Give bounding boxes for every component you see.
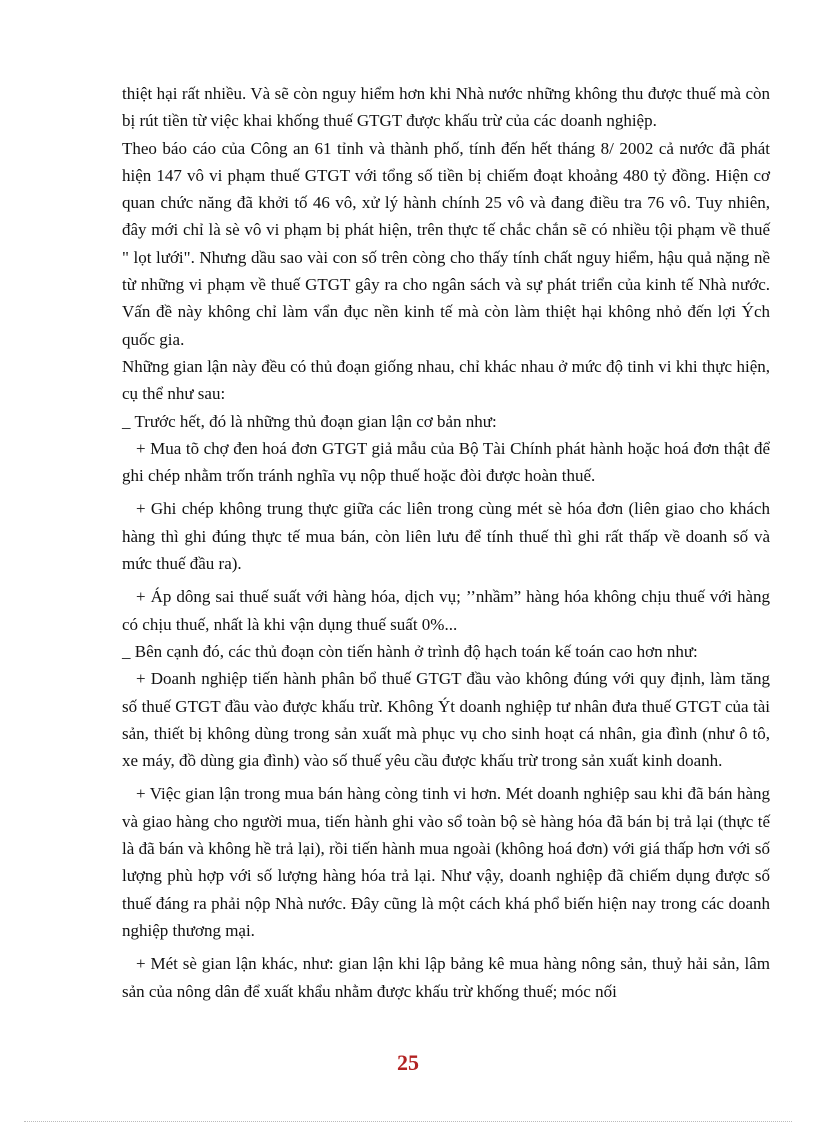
- body-text: [122, 80, 770, 1005]
- page-number: 25: [397, 1050, 419, 1075]
- paragraph-basic-tricks-heading: _ Trước hết, đó là những thủ đoạn gian lận cơ bản như:: [122, 411, 497, 431]
- list-item-other-fraud: + Mét sè gian lận khác, như: gian lận khi lập bảng kê mua hàng nông sản, thuỷ hải sản, lâm sản của nông dân để xuất khẩu nhằm được khấu trừ khống thuế; móc nối: [122, 954, 770, 1001]
- paragraph-continuation: thiệt hại rất nhiều. Và sẽ còn nguy hiểm hơn khi Nhà nước những không thu được thuế mà còn bị rút tiền từ việc khai khống thuế GTGT được khấu trừ của các doanh nghiệp.: [122, 84, 770, 131]
- paragraph-police-report: Theo báo cáo của Công an 61 tỉnh và thành phố, tính đến hết tháng 8/ 2002 cả nước đã phát hiện 147 vô vi phạm thuế GTGT với tổng số tiền bị chiếm đoạt khoảng 480 tỷ đồng. Hiện cơ quan chức năng đã khởi tố 46 vô, xử lý hành chính 25 vô và đang điều tra 76 vô. Tuy nhiên, đây mới chỉ là sè vô vi phạm bị phát hiện, trên thực tế chắc chắn sẽ có nhiều tội phạm về thuế " lọt lưới". Nhưng dầu sao vài con số trên còng cho thấy tính chất nguy hiểm, hậu quả nặng nề từ những vi phạm về thuế GTGT gây ra cho ngân sách và sự phát triển của kinh tế Nhà nước. Vấn đề này không chỉ làm vẩn đục nền kinh tế mà còn làm thiệt hại không nhỏ đến lợi Ých quốc gia.: [122, 138, 770, 349]
- list-item-input-tax-allocation: + Doanh nghiệp tiến hành phân bổ thuế GTGT đầu vào không đúng với quy định, làm tăng số thuế GTGT đầu vào được khấu trừ. Không Ýt doanh nghiệp tư nhân đưa thuế GTGT của tài sản, thiết bị không dùng trong sản xuất mà phục vụ cho sinh hoạt cá nhân, gia đình (như ô tô, xe máy, đồ dùng gia đình) vào số thuế yêu cầu được khấu trừ trong sản xuất kinh doanh.: [122, 669, 770, 771]
- paragraph-advanced-tricks-heading: _ Bên cạnh đó, các thủ đoạn còn tiến hành ở trình độ hạch toán kế toán cao hơn như:: [122, 641, 698, 661]
- list-item-fake-invoices: + Mua tõ chợ đen hoá đơn GTGT giả mẫu của Bộ Tài Chính phát hành hoặc hoá đơn thật để ghi chép nhằm trốn tránh nghĩa vụ nộp thuế hoặc đòi được hoàn thuế.: [122, 438, 770, 486]
- paragraph-fraud-intro: Những gian lận này đều có thủ đoạn giống nhau, chỉ khác nhau ở mức độ tinh vi khi thực hiện, cụ thể như sau:: [122, 356, 770, 404]
- list-item-wrong-tax-rate: + Áp dông sai thuế suất với hàng hóa, dịch vụ; ’’nhầm” hàng hóa không chịu thuế với hàng có chịu thuế, nhất là khi vận dụng thuế suất 0%...: [122, 587, 770, 634]
- page-bottom-divider: [24, 1121, 792, 1122]
- list-item-returned-goods-fraud: + Việc gian lận trong mua bán hàng còng tinh vi hơn. Mét doanh nghiệp sau khi đã bán hàng và giao hàng cho người mua, tiến hành ghi vào sổ toàn bộ sè hàng hóa đã bán bị trả lại (thực tế là đã bán và không hề trả lại), rồi tiến hành mua ngoài (không hoá đơn) với giá thấp hơn với số lượng phù hợp với số lượng hàng hóa trả lại. Như vậy, doanh nghiệp đã chiếm dụng được số thuế đáng ra phải nộp Nhà nước. Đây cũng là một cách khá phổ biến hiện nay trong các doanh nghiệp thương mại.: [122, 784, 770, 940]
- list-item-inconsistent-records: + Ghi chép không trung thực giữa các liên trong cùng mét sè hóa đơn (liên giao cho khách hàng thì ghi đúng thực tế mua bán, còn liên lưu để tính thuế thì ghi rất thấp về doanh số và mức thuế đầu ra).: [122, 499, 770, 574]
